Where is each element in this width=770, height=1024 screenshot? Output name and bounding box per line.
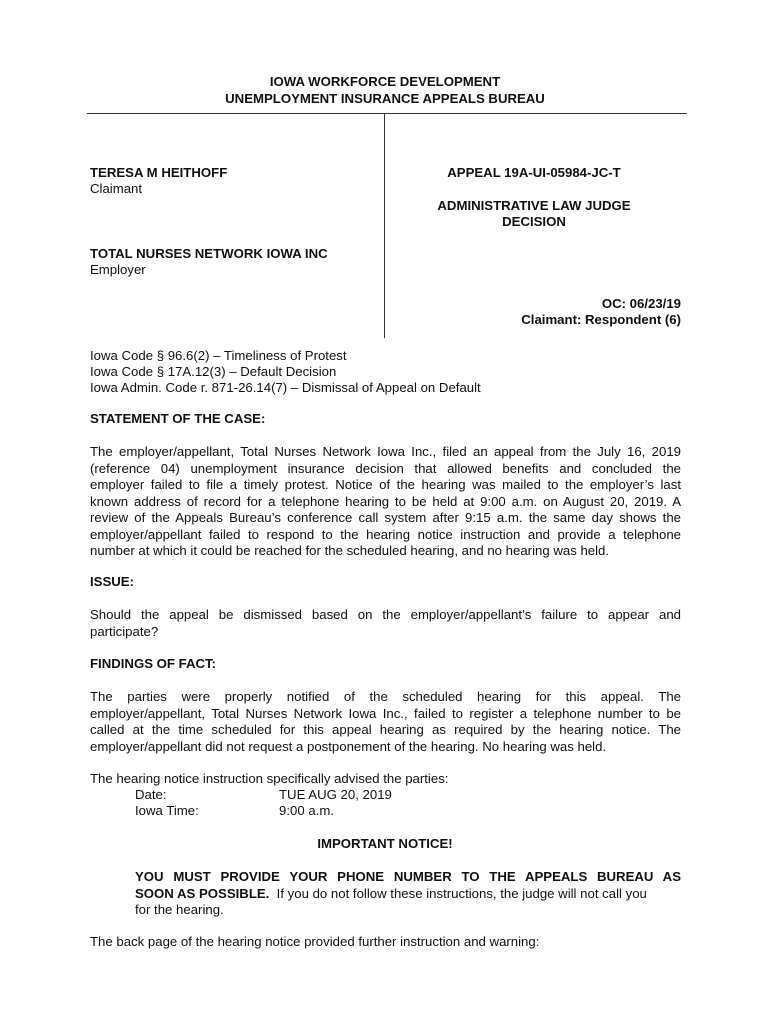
phone-warning-bold: SOON AS POSSIBLE. [135,885,270,901]
back-page-note: The back page of the hearing notice provided further instruction and warning: [90,934,540,949]
text-line: The employer/appellant, Total Nurses Network Iowa Inc., filed an appeal from the July 16, 2019 [90,444,681,459]
text-line: employer/appellant, Total Nurses Network Iowa Inc., failed to register a telephone number to be [90,705,681,721]
text-line: number at which it could be reached for the scheduled hearing, and no hearing was held. [90,543,610,558]
code-citation: Iowa Code § 17A.12(3) – Default Decision [90,364,337,379]
employer-role: Employer [90,262,146,277]
text-line: The parties were properly notified of the scheduled hearing for this appeal. The [90,689,681,704]
date-value: TUE AUG 20, 2019 [279,787,392,802]
code-citation: Iowa Code § 96.6(2) – Timeliness of Protest [90,348,347,363]
text-line: participate? [90,623,159,639]
text-line: (reference 04) unemployment insurance decision that allowed benefits and concluded the [90,460,681,476]
important-notice: IMPORTANT NOTICE! [317,836,453,851]
phone-warning-rest: If you do not follow these instructions, the judge will not call you [269,885,647,901]
code-citation: Iowa Admin. Code r. 871-26.14(7) – Dismissal of Appeal on Default [90,380,481,395]
claimant-status: Claimant: Respondent (6) [521,312,681,327]
findings-paragraph [90,689,681,755]
text-line: called at the time scheduled for this appeal hearing as required by the hearing notice. The [90,722,681,737]
text-line: Should the appeal be dismissed based on the employer/appellant’s failure to appear and [90,607,681,622]
notice-intro: The hearing notice instruction specifically advised the parties: [90,771,449,786]
decision-title-line2: DECISION [502,214,566,229]
employer-name: TOTAL NURSES NETWORK IOWA INC [90,246,328,261]
caption-divider-horizontal [87,113,687,114]
text-line: review of the Appeals Bureau’s conference call system after 9:15 a.m. the same day shows the [90,510,681,525]
claimant-role: Claimant [90,181,143,196]
phone-warning-line2 [135,886,681,903]
text-line: employer/appellant failed to respond to the hearing notice instruction and provide a telephone [90,526,681,542]
date-label: Date: [135,787,167,802]
statement-heading: STATEMENT OF THE CASE: [90,411,266,426]
time-label: Iowa Time: [135,803,199,818]
findings-heading: FINDINGS OF FACT: [90,656,217,671]
time-value: 9:00 a.m. [279,803,334,818]
issue-paragraph [90,607,681,640]
agency-name: IOWA WORKFORCE DEVELOPMENT [269,74,501,89]
phone-warning-line3: for the hearing. [135,902,224,917]
phone-warning [135,869,681,919]
issue-heading: ISSUE: [90,574,134,589]
decision-title-line1: ADMINISTRATIVE LAW JUDGE [437,198,631,213]
caption-divider-vertical [384,113,385,338]
text-line: employer/appellant did not request a postponement of the hearing. No hearing was held. [90,738,607,754]
text-line: employer failed to file a timely protest. Notice of the hearing was mailed to the employer’s last [90,477,681,492]
oc-date: OC: 06/23/19 [601,296,681,311]
bureau-name: UNEMPLOYMENT INSURANCE APPEALS BUREAU [225,91,545,106]
text-line: known address of record for a telephone hearing to be held at 9:00 a.m. on August 20, 2019. A [90,493,681,509]
claimant-name: TERESA M HEITHOFF [90,165,228,180]
statement-paragraph [90,444,681,560]
appeal-number: APPEAL 19A-UI-05984-JC-T [447,165,621,180]
phone-warning-line1: YOU MUST PROVIDE YOUR PHONE NUMBER TO THE APPEALS BUREAU AS [135,869,681,884]
